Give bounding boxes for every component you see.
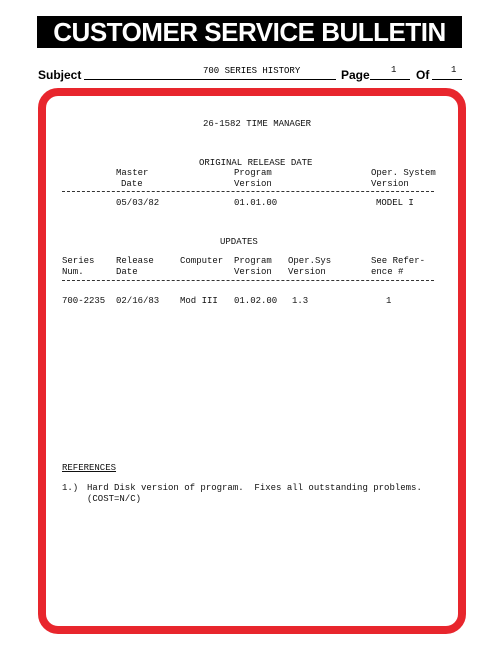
update-ref: 1	[386, 296, 392, 306]
updates-divider	[62, 280, 434, 281]
product-title: 26-1582 TIME MANAGER	[203, 119, 312, 129]
subject-row	[38, 62, 463, 82]
col-uos-2: Version	[288, 267, 326, 277]
update-version: 01.02.00	[234, 296, 278, 306]
original-os: MODEL I	[376, 198, 414, 208]
reference-number: 1.)	[62, 483, 79, 493]
col-release-2: Date	[116, 267, 138, 277]
original-version: 01.01.00	[234, 198, 278, 208]
original-divider	[62, 191, 434, 192]
col-uos-1: Oper.Sys	[288, 256, 332, 266]
col-computer: Computer	[180, 256, 224, 266]
bulletin-title: CUSTOMER SERVICE BULLETIN	[37, 16, 462, 48]
page-value: 1	[391, 65, 397, 75]
col-os-2: Version	[371, 179, 409, 189]
of-line	[432, 79, 462, 80]
of-value: 1	[451, 65, 457, 75]
col-ref-1: See Refer-	[371, 256, 426, 266]
col-uprogram-1: Program	[234, 256, 272, 266]
page-line	[370, 79, 410, 80]
col-os-1: Oper. System	[371, 168, 436, 178]
update-os: 1.3	[292, 296, 309, 306]
subject-value: 700 SERIES HISTORY	[203, 66, 301, 76]
of-label: Of	[416, 68, 430, 82]
reference-line-1: Hard Disk version of program. Fixes all outstanding problems.	[87, 483, 422, 493]
col-master-2: Date	[121, 179, 143, 189]
col-series-2: Num.	[62, 267, 84, 277]
col-series-1: Series	[62, 256, 95, 266]
subject-line	[84, 79, 336, 80]
original-heading: ORIGINAL RELEASE DATE	[199, 158, 313, 168]
page-label: Page	[341, 68, 370, 82]
col-release-1: Release	[116, 256, 154, 266]
col-program-1: Program	[234, 168, 272, 178]
col-uprogram-2: Version	[234, 267, 272, 277]
col-program-2: Version	[234, 179, 272, 189]
references-heading: REFERENCES	[62, 463, 117, 473]
col-master-1: Master	[116, 168, 149, 178]
update-series: 700-2235	[62, 296, 106, 306]
update-computer: Mod III	[180, 296, 218, 306]
subject-label: Subject	[38, 68, 82, 82]
updates-heading: UPDATES	[220, 237, 258, 247]
update-date: 02/16/83	[116, 296, 160, 306]
reference-line-2: (COST=N/C)	[87, 494, 142, 504]
original-date: 05/03/82	[116, 198, 160, 208]
col-ref-2: ence #	[371, 267, 404, 277]
